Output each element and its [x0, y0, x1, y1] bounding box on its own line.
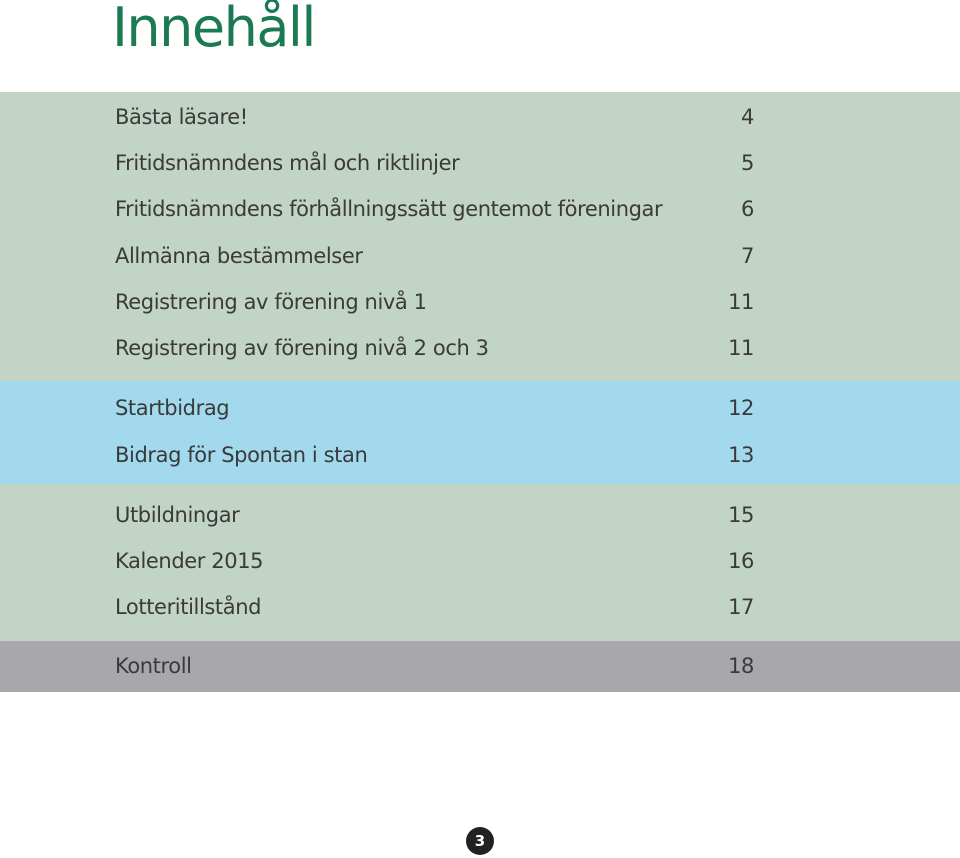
toc-entry[interactable] — [0, 500, 960, 530]
toc-entry-label: Kalender 2015 — [115, 549, 264, 573]
toc-entry-page: 11 — [728, 290, 754, 314]
toc-entry-page: 13 — [728, 443, 754, 467]
toc-entry-label: Bidrag för Spontan i stan — [115, 443, 368, 467]
toc-entry-label: Registrering av förening nivå 1 — [115, 290, 427, 314]
toc-entry-page: 5 — [741, 151, 754, 175]
toc-entry[interactable] — [0, 287, 960, 317]
toc-section-other — [0, 484, 960, 641]
toc-entry-page: 4 — [741, 105, 754, 129]
page-number-badge: 3 — [466, 827, 494, 855]
toc-entry-label: Registrering av förening nivå 2 och 3 — [115, 336, 489, 360]
toc-entry-label: Utbildningar — [115, 503, 240, 527]
toc-entry-label: Kontroll — [115, 654, 192, 678]
toc-entry[interactable] — [0, 393, 960, 423]
toc-entry-page: 11 — [728, 336, 754, 360]
toc-section-control — [0, 641, 960, 692]
toc-entry[interactable] — [0, 440, 960, 470]
toc-entry-page: 15 — [728, 503, 754, 527]
toc-entry-label: Allmänna bestämmelser — [115, 244, 363, 268]
toc-entry[interactable] — [0, 546, 960, 576]
toc-entry[interactable] — [0, 148, 960, 178]
toc-entry-label: Fritidsnämndens mål och riktlinjer — [115, 151, 460, 175]
toc-section-general — [0, 92, 960, 381]
toc-entry-page: 12 — [728, 396, 754, 420]
toc-entry-label: Lotteritillstånd — [115, 595, 262, 619]
toc-entry-page: 16 — [728, 549, 754, 573]
toc-entry[interactable] — [0, 651, 960, 681]
toc-entry-label: Bästa läsare! — [115, 105, 248, 129]
toc-entry-page: 6 — [741, 197, 754, 221]
toc-entry-label: Startbidrag — [115, 396, 230, 420]
toc-entry[interactable] — [0, 102, 960, 132]
page-title: Innehåll — [112, 0, 315, 59]
toc-entry[interactable] — [0, 241, 960, 271]
toc-section-grants — [0, 381, 960, 484]
toc-entry-page: 7 — [741, 244, 754, 268]
toc-entry-label: Fritidsnämndens förhållningssätt gentemot föreningar — [115, 197, 663, 221]
toc-entry[interactable] — [0, 194, 960, 224]
toc-entry[interactable] — [0, 333, 960, 363]
toc-entry-page: 18 — [728, 654, 754, 678]
toc-entry-page: 17 — [728, 595, 754, 619]
toc-entry[interactable] — [0, 592, 960, 622]
